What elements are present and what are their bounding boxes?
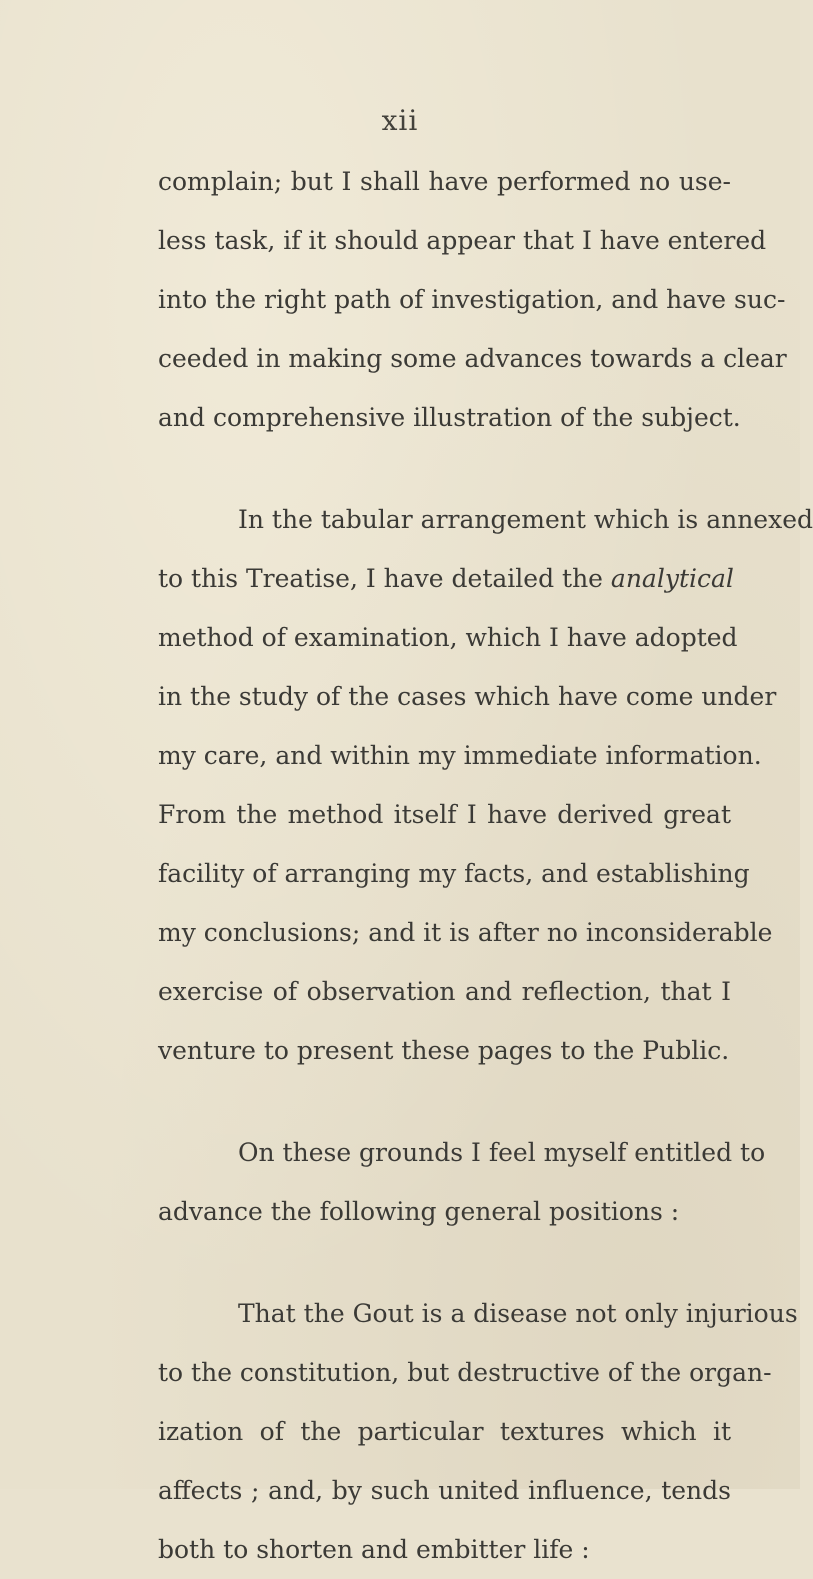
- text-line: less task, if it should appear that I have entered: [158, 226, 767, 255]
- text-line: ceeded in making some advances towards a clear: [158, 344, 787, 373]
- text-line: advance the following general positions :: [158, 1197, 680, 1226]
- text-line: ization of the particular textures which it: [158, 1417, 731, 1446]
- paragraph-spacer: [158, 1080, 731, 1123]
- text-line: into the right path of investigation, and have suc-: [158, 285, 786, 314]
- line-text: to this Treatise, I have detailed the analytical: [158, 564, 734, 593]
- paragraph-1: [158, 152, 787, 447]
- text-line: In the tabular arrangement which is annexed: [238, 505, 813, 534]
- paragraph-2: [158, 490, 813, 1080]
- paragraph-spacer: [158, 1241, 731, 1284]
- page-number: xii: [381, 104, 419, 137]
- paragraph-4: [158, 1284, 798, 1579]
- text-line: in the study of the cases which have come under: [158, 682, 777, 711]
- text-line: From the method itself I have derived great: [158, 800, 731, 829]
- text-line: facility of arranging my facts, and establishing: [158, 859, 750, 888]
- text-line: both to shorten and embitter life :: [158, 1535, 590, 1564]
- text-line: On these grounds I feel myself entitled to: [238, 1138, 766, 1167]
- text-line: exercise of observation and reflection, that I: [158, 977, 731, 1006]
- paragraph-3: [158, 1123, 766, 1241]
- text-line: method of examination, which I have adopted: [158, 623, 738, 652]
- text-line: my care, and within my immediate information.: [158, 741, 762, 770]
- text-line: venture to present these pages to the Public.: [158, 1036, 730, 1065]
- italic-word: analytical: [610, 564, 734, 593]
- text-line: That the Gout is a disease not only injurious: [238, 1299, 798, 1328]
- paragraph-spacer: [158, 447, 731, 490]
- text-line-with-italic: [158, 549, 734, 608]
- text-line: and comprehensive illustration of the subject.: [158, 403, 741, 432]
- text-line: affects ; and, by such united influence, tends: [158, 1476, 731, 1505]
- text-line: to the constitution, but destructive of the organ-: [158, 1358, 772, 1387]
- text-line: my conclusions; and it is after no inconsiderable: [158, 918, 773, 947]
- text-line: complain; but I shall have performed no use-: [158, 167, 731, 196]
- body-text: [158, 152, 813, 1579]
